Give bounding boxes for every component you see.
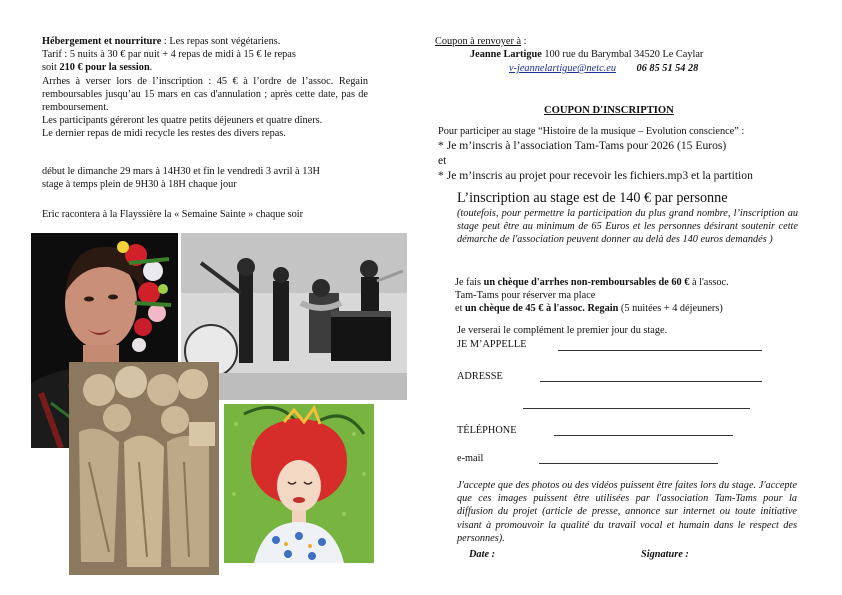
cheque-regain-line: et un chèque de 45 € à l'assoc. Regain (5 nuitées + 4 déjeuners) — [455, 303, 723, 315]
and-word: et — [438, 154, 447, 167]
illustration-photo — [224, 404, 374, 563]
total-amount: 210 € pour la session — [59, 62, 150, 74]
address-field-line2[interactable] — [523, 408, 750, 409]
coupon-title: COUPON D'INSCRIPTION — [544, 105, 674, 116]
name-label: JE M’APPELLE — [457, 339, 527, 350]
breakfast-text: Les participants géreront les quatre petits déjeuners et quatre dîners. — [42, 115, 323, 127]
email-label: e-mail — [457, 453, 484, 464]
last-meal-text: Le dernier repas de midi recycle les restes des divers repas. — [42, 128, 286, 140]
name-field[interactable] — [558, 350, 762, 351]
cheque-arrhes-line: Je fais un chèque d'arrhes non-remboursables de 60 € à l'assoc. — [455, 277, 729, 288]
signature-label: Signature : — [641, 549, 689, 560]
recipient-line — [470, 48, 703, 61]
option-association[interactable]: * Je m’inscris à l’association Tam-Tams pour 2026 (15 Euros) — [438, 139, 727, 152]
balance-line: Je verserai le complément le premier jour du stage. — [457, 325, 668, 336]
lodging-line: Hébergement et nourriture : Les repas sont végétariens. — [42, 36, 281, 47]
phone-label: TÉLÉPHONE — [457, 425, 517, 436]
recipient-address: 100 rue du Barymbal 34520 Le Caylar — [541, 49, 704, 60]
eric-line: Eric racontera à la Flayssière la « Semaine Sainte » chaque soir — [42, 209, 304, 220]
email-link[interactable]: v-jeannelartigue@netc.eu — [509, 63, 616, 74]
total-line: soit 210 € pour la session. — [42, 62, 153, 74]
cheque-block — [455, 276, 800, 316]
address-field[interactable] — [540, 381, 762, 382]
stone-relief-photo — [69, 362, 219, 575]
email-field[interactable] — [539, 463, 718, 464]
phone-field[interactable] — [554, 435, 733, 436]
lodging-text: Les repas sont végétariens. — [169, 36, 281, 47]
tarif-line: Tarif : 5 nuits à 30 € par nuit + 4 repas de midi à 15 € le repas — [42, 49, 296, 61]
cheque-arrhes-line2: Tam-Tams pour réserver ma place — [455, 290, 596, 302]
arrhes-text: Arrhes à verser lors de l’inscription : 45 € à l’ordre de l’assoc. Regain remboursables jusqu’au 15 mars en cas d'annulation ; après cette date, pas de remboursement. — [42, 75, 368, 114]
price-line: L’inscription au stage est de 140 € par personne — [457, 190, 728, 206]
phone-number: 06 85 51 54 28 — [636, 63, 699, 74]
date-label: Date : — [469, 549, 496, 560]
participate-line: Pour participer au stage “Histoire de la musique – Evolution conscience” : — [438, 126, 745, 137]
recipient-name: Jeanne Lartigue — [470, 49, 542, 60]
lodging-title: Hébergement et nourriture — [42, 36, 162, 47]
consent-text: J'accepte que des photos ou des vidéos puissent être faites lors du stage. J'accepte que ces images puissent être utilisées par l'association Tam-Tams pour la diffusion du projet (article de presse, annonce sur internet ou toute initiative visant à promouvoir la qualité du travail vocal et humain dans le respect des personnes). — [457, 480, 797, 544]
coupon-return-label: Coupon à renvoyer à : — [435, 36, 527, 47]
price-note: (toutefois, pour permettre la participation du plus grand nombre, l’inscription au stage peut être au minimum de 65 Euros et les personnes désirant soutenir cette démarche de l'association peuvent donner au delà des 140 euros demandés ) — [457, 208, 798, 246]
option-project[interactable]: * Je m’inscris au projet pour recevoir les fichiers.mp3 et la partition — [438, 169, 753, 182]
address-label: ADRESSE — [457, 371, 503, 382]
lodging-block — [42, 35, 368, 141]
contact-line — [509, 62, 698, 75]
start-end-line: début le dimanche 29 mars à 14H30 et fin le vendredi 3 avril à 13H — [42, 166, 320, 177]
schedule-block — [42, 165, 382, 191]
fulltime-line: stage à temps plein de 9H30 à 18H chaque jour — [42, 179, 237, 191]
